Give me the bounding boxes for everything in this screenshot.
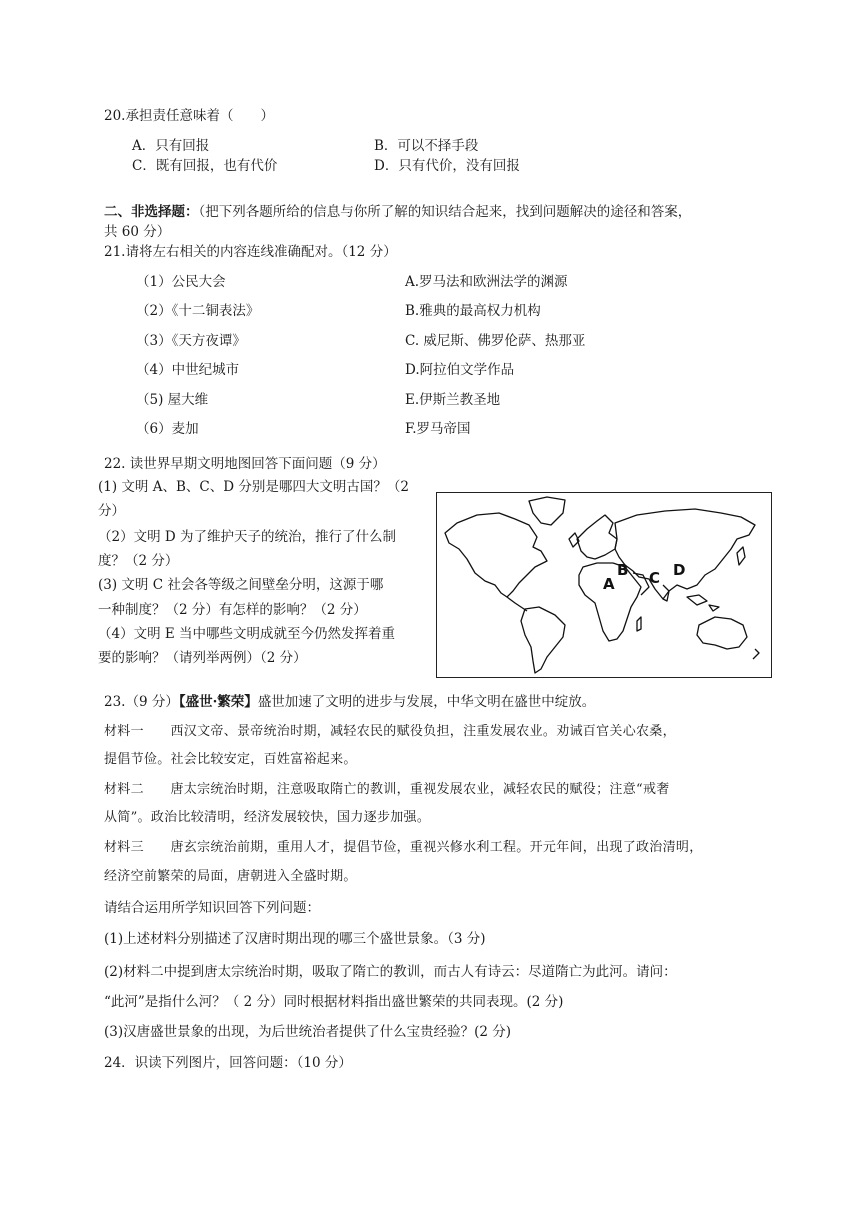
q20-option-c: C．既有回报，也有代价 — [132, 158, 278, 174]
q20-stem: 20.承担责任意味着（ ） — [104, 108, 274, 124]
q23-material-1-line1: 材料一 西汉文帝、景帝统治时期，减轻农民的赋役负担，注重发展农业。劝诫百官关心农桑， — [104, 724, 676, 739]
q23-material-3-line2: 经济空前繁荣的局面，唐朝进入全盛时期。 — [104, 869, 357, 884]
q23-stem — [104, 690, 595, 710]
q23-question-2-cont: “此河”是指什么河？（ 2 分）同时根据材料指出盛世繁荣的共同表现。(2 分) — [104, 994, 564, 1010]
q22-line-7: （4）文明 E 当中哪些文明成就至今仍然发挥着重 — [98, 626, 396, 642]
q24-stem: 24．识读下列图片，回答问题：（10 分） — [104, 1055, 352, 1071]
q21-left-1: （1）公民大会 — [136, 274, 226, 290]
q22-line-8: 要的影响？（请列举两例）（2 分） — [98, 650, 307, 666]
world-map-drawing — [437, 493, 773, 679]
map-label-a: A — [603, 575, 615, 593]
section2-desc: （把下列各题所给的信息与你所了解的知识结合起来，找到问题解决的途径和答案， — [198, 204, 692, 220]
q23-material-2-line1: 材料二 唐太宗统治时期，注意吸取隋亡的教训，重视发展农业，减轻农民的赋役；注意“戒奢 — [104, 782, 670, 797]
q23-material-2-line2: 从简”。政治比较清明，经济发展较快，国力逐步加强。 — [104, 810, 431, 825]
q21-right-b: B.雅典的最高权力机构 — [405, 303, 541, 319]
q23-material-3-line1: 材料三 唐玄宗统治前期，重用人才，提倡节俭，重视兴修水利工程。开元年间，出现了政治清明， — [104, 840, 703, 855]
q21-left-6: （6）麦加 — [136, 421, 199, 437]
section2-heading: 二、非选择题： — [104, 204, 199, 220]
q22-line-4: 度？（2 分） — [98, 553, 179, 569]
q21-right-e: E.伊斯兰教圣地 — [405, 392, 501, 408]
q20-option-d: D．只有代价，没有回报 — [374, 158, 520, 174]
q23-stem-prefix: 23.（9 分） — [104, 694, 179, 710]
q21-right-c: C. 威尼斯、佛罗伦萨、热那亚 — [405, 333, 586, 349]
map-label-c: C — [649, 569, 661, 587]
q21-stem: 21.请将左右相关的内容连线准确配对。（12 分） — [104, 244, 397, 260]
world-map — [436, 492, 772, 678]
q22-line-3: （2）文明 D 为了维护天子的统治，推行了什么制 — [98, 529, 396, 545]
q20-option-b: B．可以不择手段 — [374, 138, 479, 154]
q21-left-3: （3）《天方夜谭》 — [136, 333, 246, 349]
q23-question-2: (2)材料二中提到唐太宗统治时期，吸取了隋亡的教训，而古人有诗云：尽道隋亡为此河。请问： — [104, 964, 677, 980]
q22-line-2: 分） — [98, 503, 125, 519]
q22-line-6: 一种制度？（2 分）有怎样的影响？（2 分） — [98, 602, 367, 618]
section2-desc-cont: 共 60 分） — [104, 224, 171, 240]
q22-line-1: (1) 文明 A、B、C、D 分别是哪四大文明古国？（2 — [98, 479, 409, 495]
q23-question-3: (3)汉唐盛世景象的出现，为后世统治者提供了什么宝贵经验？(2 分) — [104, 1024, 512, 1040]
map-label-b: B — [617, 561, 629, 579]
q21-right-f: F.罗马帝国 — [405, 421, 471, 437]
q23-stem-tag: 【盛世·繁荣】 — [178, 694, 258, 710]
q21-left-2: （2）《十二铜表法》 — [136, 303, 260, 319]
q21-left-5: （5) 屋大维 — [136, 392, 209, 408]
q22-line-5: (3) 文明 C 社会各等级之间壁垒分明，这源于哪 — [98, 577, 384, 593]
q23-instruction: 请结合运用所学知识回答下列问题： — [104, 900, 320, 916]
section2-heading-line — [104, 200, 691, 220]
q23-stem-rest: 盛世加速了文明的进步与发展，中华文明在盛世中绽放。 — [257, 694, 596, 710]
q23-question-1: (1)上述材料分别描述了汉唐时期出现的哪三个盛世景象。（3 分) — [104, 931, 486, 947]
q23-material-1-line2: 提倡节俭。社会比较安定，百姓富裕起来。 — [104, 752, 357, 767]
map-label-d: D — [673, 561, 686, 579]
q22-stem: 22. 读世界早期文明地图回答下面问题（9 分） — [104, 456, 386, 472]
q20-option-a: A．只有回报 — [132, 138, 210, 154]
q21-left-4: （4）中世纪城市 — [136, 362, 240, 378]
q21-right-d: D.阿拉伯文学作品 — [405, 362, 515, 378]
q21-right-a: A.罗马法和欧洲法学的渊源 — [405, 274, 568, 290]
